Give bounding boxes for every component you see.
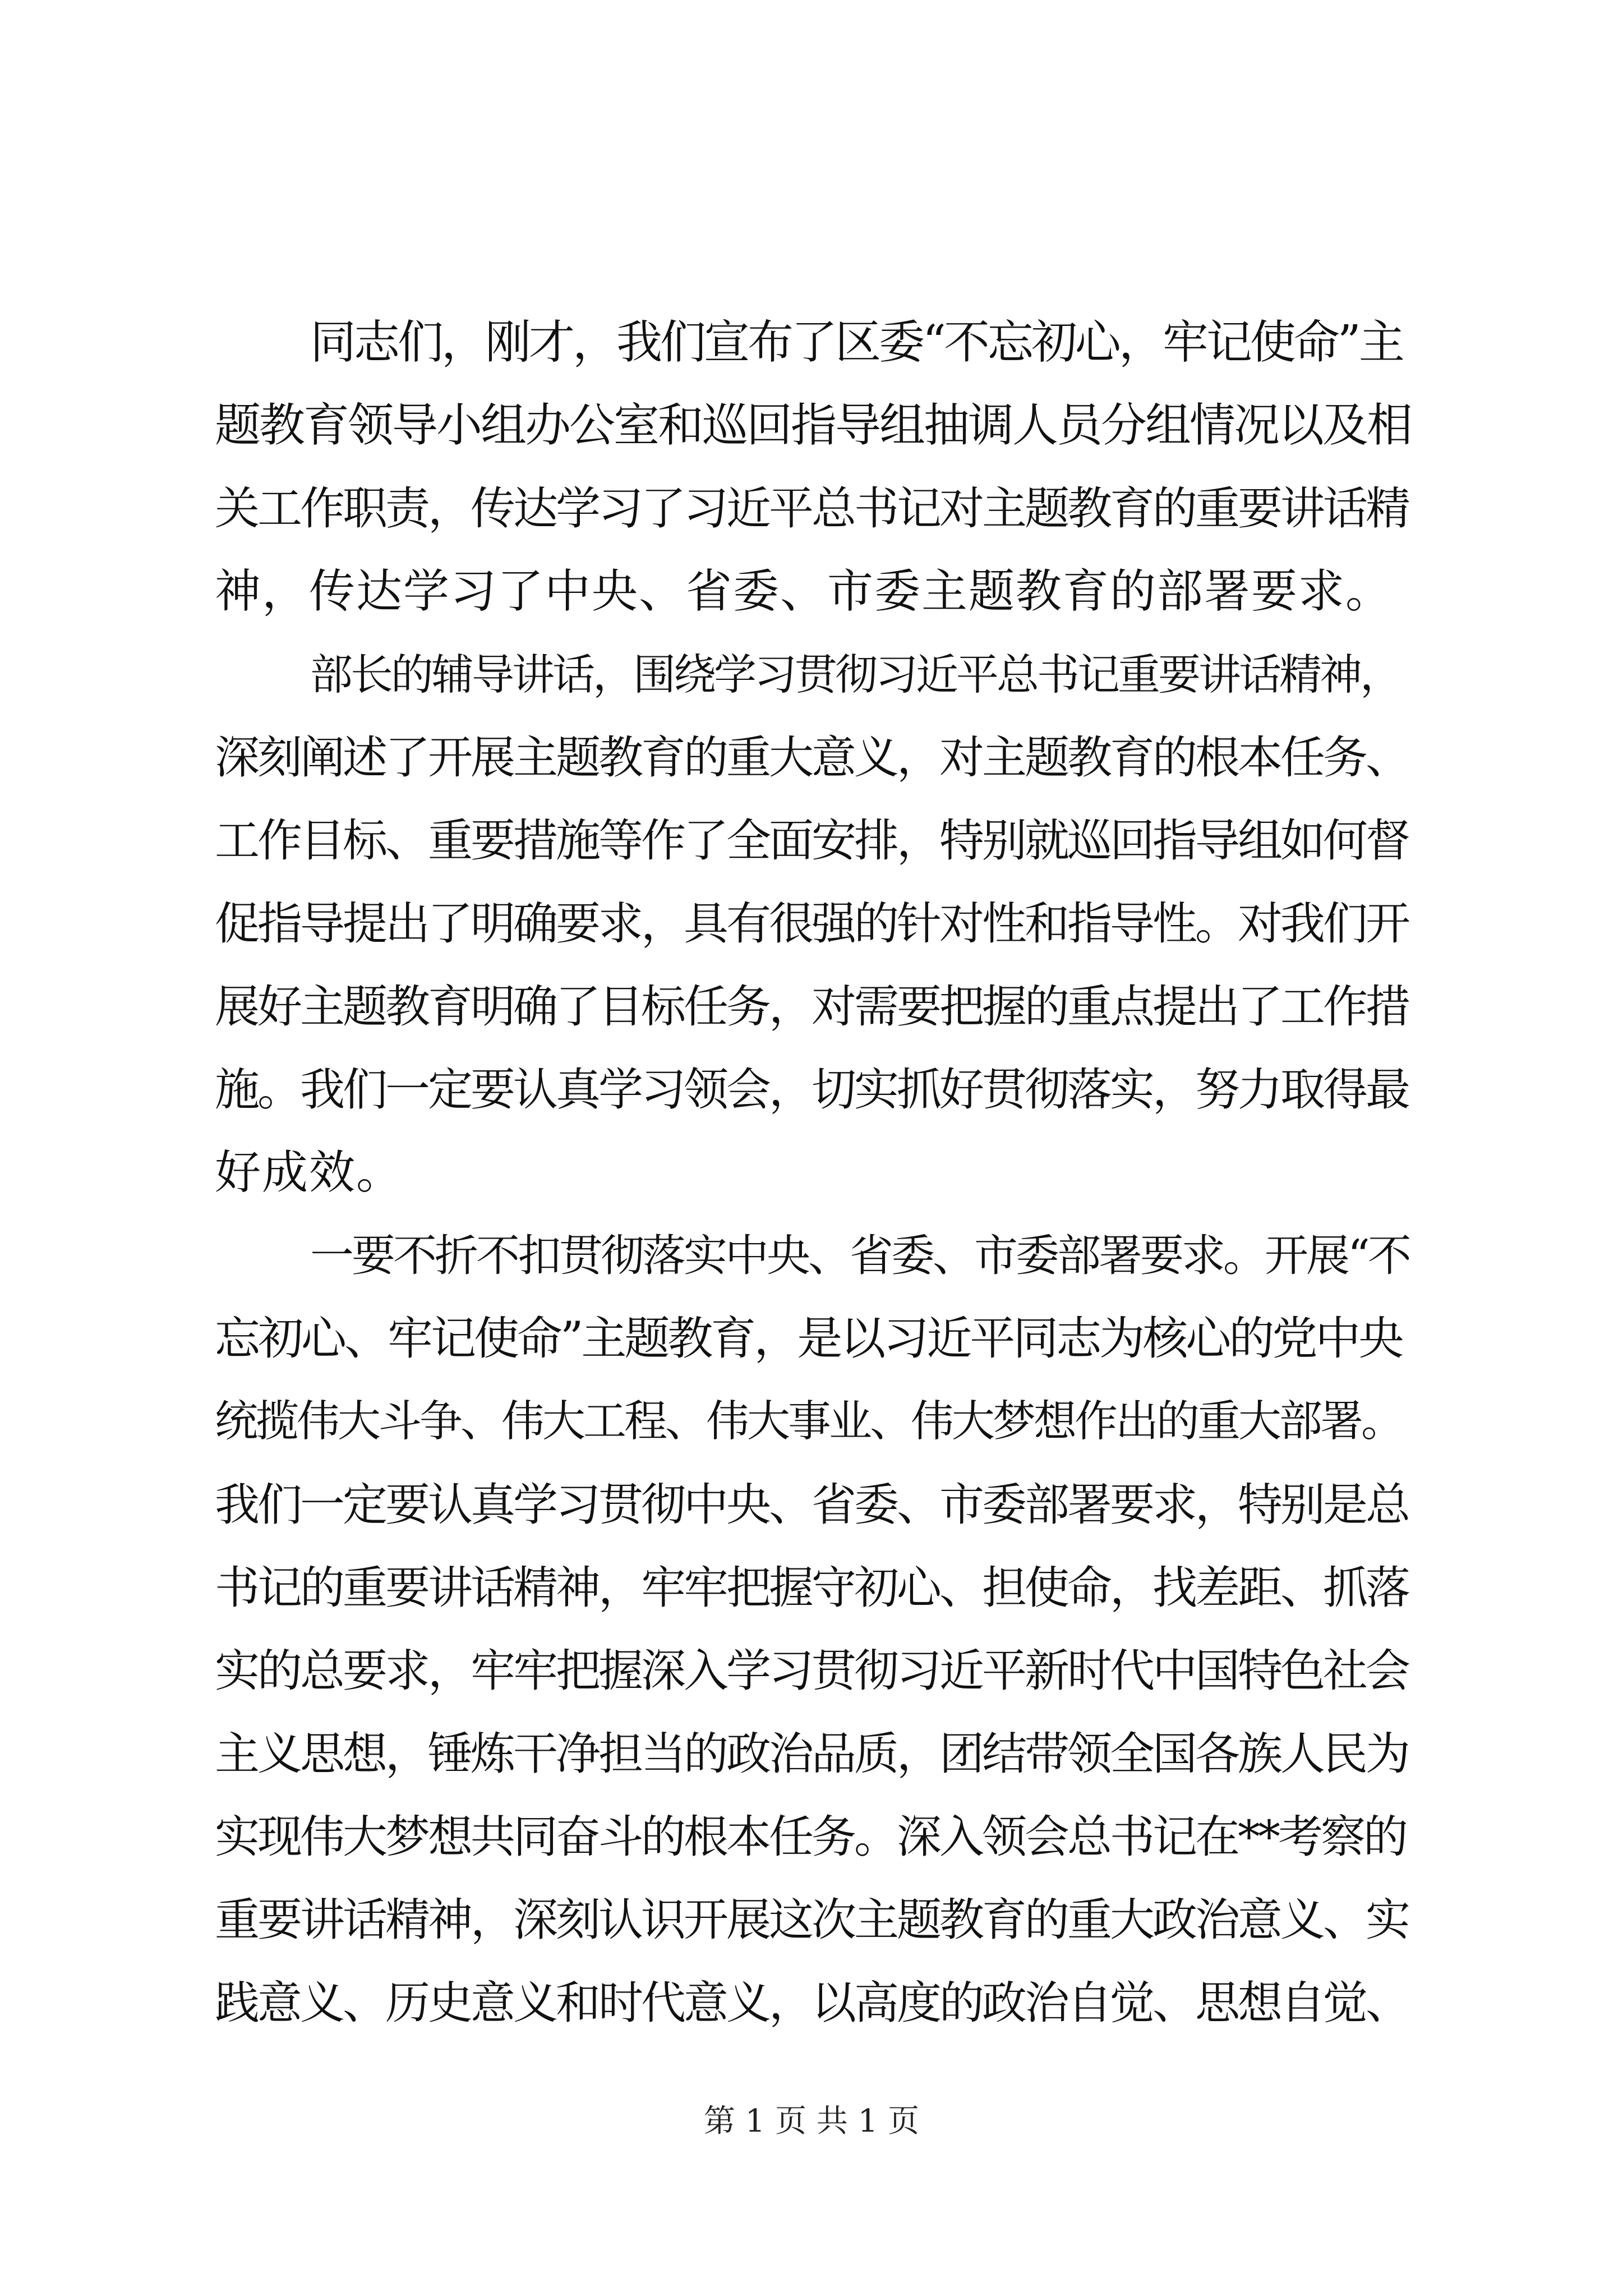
text-line: 一要不折不扣贯彻落实中央、省委、市委部署要求。开展“不 bbox=[310, 1231, 1409, 1281]
page-footer: 第 1 页 共 1 页 bbox=[703, 2103, 920, 2139]
text-line: 施。我们一定要认真学习领会，切实抓好贯彻落实，努力取得最 bbox=[215, 1064, 1408, 1116]
text-line: 实的总要求，牢牢把握深入学习贯彻习近平新时代中国特色社会 bbox=[215, 1645, 1408, 1697]
text-line: 神，传达学习了中央、省委、市委主题教育的部署要求。 bbox=[215, 565, 1393, 618]
text-line: 部长的辅导讲话，围绕学习贯彻习近平总书记重要讲话精神， bbox=[310, 650, 1400, 700]
text-line: 展好主题教育明确了目标任务，对需要把握的重点提出了工作措 bbox=[215, 981, 1408, 1033]
text-line: 题教育领导小组办公室和巡回指导组抽调人员分组情况以及相 bbox=[215, 399, 1412, 452]
text-line: 促指导提出了明确要求，具有很强的针对性和指导性。对我们开 bbox=[215, 898, 1408, 950]
text-line: 同志们，刚才，我们宣布了区委“不忘初心，牢记使命”主 bbox=[310, 316, 1403, 369]
text-line: 忘初心、牢记使命”主题教育，是以习近平同志为核心的党中央 bbox=[215, 1313, 1402, 1365]
text-line: 重要讲话精神，深刻认识开展这次主题教育的重大政治意义、实 bbox=[215, 1894, 1408, 1946]
text-line: 践意义、历史意义和时代意义，以高度的政治自觉、思想自觉、 bbox=[215, 1977, 1408, 2029]
text-line: 我们一定要认真学习贯彻中央、省委、市委部署要求，特别是总 bbox=[215, 1479, 1408, 1531]
text-line: 统揽伟大斗争、伟大工程、伟大事业、伟大梦想作出的重大部署。 bbox=[215, 1397, 1402, 1447]
text-line: 书记的重要讲话精神，牢牢把握守初心、担使命，找差距、抓落 bbox=[215, 1562, 1408, 1614]
text-line: 实现伟大梦想共同奋斗的根本任务。深入领会总书记在**考察的 bbox=[215, 1811, 1406, 1863]
text-line: 关工作职责，传达学习了习近平总书记对主题教育的重要讲话精 bbox=[215, 482, 1408, 535]
text-line: 主义思想，锤炼干净担当的政治品质，团结带领全国各族人民为 bbox=[215, 1728, 1408, 1780]
text-line: 深刻阐述了开展主题教育的重大意义，对主题教育的根本任务、 bbox=[215, 731, 1408, 784]
text-line: 工作目标、重要措施等作了全面安排，特别就巡回指导组如何督 bbox=[215, 815, 1408, 867]
text-line: 好成效。 bbox=[215, 1146, 404, 1199]
